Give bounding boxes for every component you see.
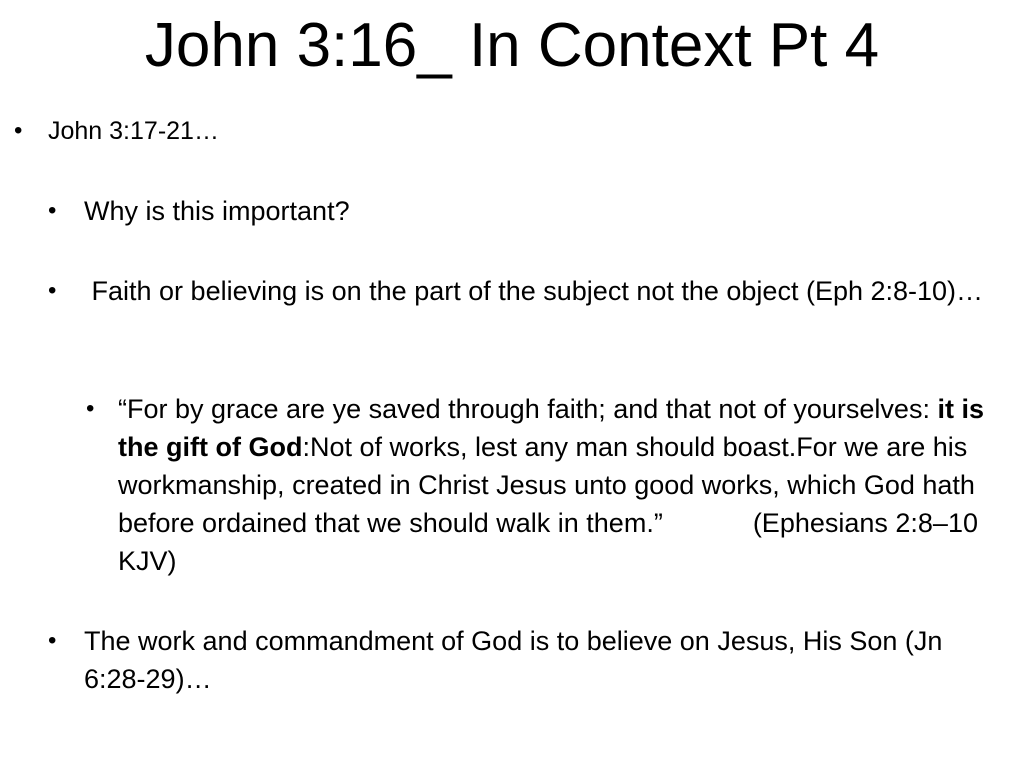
quote-bold-text: it is the gift of God	[118, 394, 984, 462]
bullet-icon: •	[48, 277, 57, 304]
bullet-text: John 3:17-21…	[48, 117, 219, 145]
bullet-icon: •	[14, 117, 23, 144]
quote-reference: (Ephesians 2:8–10 KJV)	[118, 508, 978, 576]
bullet-item-level2	[48, 272, 1010, 310]
scripture-quote	[118, 390, 1006, 580]
bullet-icon: •	[48, 197, 57, 224]
bullet-icon: •	[48, 627, 57, 654]
quote-text-part1: “For by grace are ye saved through faith; and that not of yourselves:	[118, 394, 938, 424]
bullet-icon: •	[86, 395, 95, 422]
bullet-item-level2	[48, 622, 1010, 698]
bullet-text: Why is this important?	[84, 196, 350, 226]
bullet-item-level3-quote	[86, 390, 1006, 580]
slide-title: John 3:16_ In Context Pt 4	[144, 11, 880, 80]
quote-text-part2: :Not of works, lest any man should boast.For we are his workmanship, created in Christ Jesus unto good works, which God hath before ordained that we should walk in them.”	[118, 432, 975, 538]
bullet-item-level1	[14, 112, 1004, 150]
bullet-item-level2	[48, 192, 1010, 230]
bullet-text: Faith or believing is on the part of the subject not the object (Eph 2:8-10)…	[84, 276, 984, 306]
bullet-text: The work and commandment of God is to believe on Jesus, His Son (Jn 6:28-29)…	[84, 626, 943, 694]
